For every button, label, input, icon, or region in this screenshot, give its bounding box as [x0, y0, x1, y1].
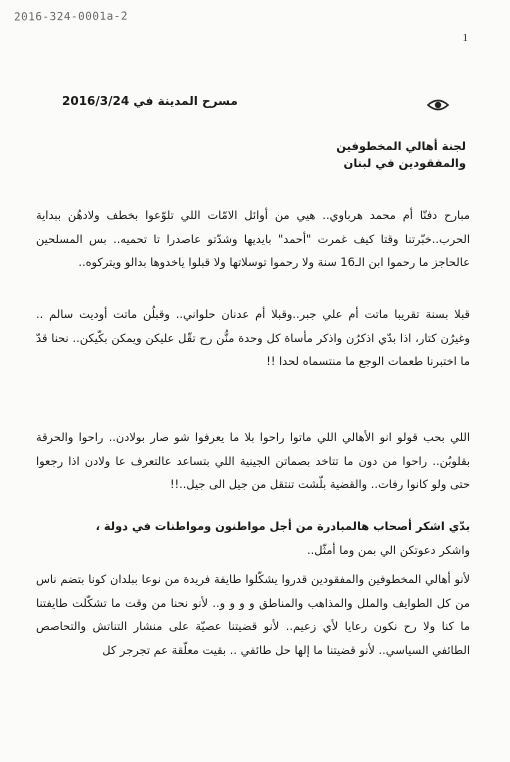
paragraph-3: اللي بحب قولو انو الأهالي اللي ماتوا راحوا بلا ما يعرفوا شو صار بولادن.. راحوا والحرقة بقلوبُن.. راحوا من دون ما تتاخد بصماتن الجينية اللي بتساعد عالتعرف عا ولادن اذا رجعوا حتى ولو كانوا رفات.. والقضية بلّشت تنتقل من جيل الى جيل..!! [36, 430, 470, 491]
org-line-1: لجنة أهالي المخطوفين [336, 139, 466, 153]
eye-icon [426, 96, 450, 114]
paragraph-4 [36, 515, 470, 562]
handwritten-reference: 2016-324-0001a-2 [13, 9, 129, 24]
page-number: 1 [462, 32, 468, 44]
paragraph-1: مبارح دفنّا أم محمد هرباوي.. هيي من أوائل الامّات اللي تلوّعوا بخطف ولادهُن ببداية الحرب..خبّرتنا وقتا كيف غمرت "أحمد" بايديها وشدّتو عاصدرا تا تحميه.. بس المسلحين عالحاجز ما رحموا ابن الـ16 سنة ولا رحموا توسلاتها ولا قبلوا ياخدوها بدالو ويتركوه.. [36, 208, 470, 269]
org-line-2: والمفقودين في لبنان [343, 156, 466, 170]
paragraph-5: لأنو أهالي المخطوفين والمفقودين قدروا يشكّلوا طايفة فريدة من نوعا ببلدان كونا بتضم ناس من كل الطوايف والملل والمذاهب والمناطق و و و و.. لأنو نحنا من وقت ما تشكّلت طايفتنا ما كنا ولا رح نكون رعايا لأي زعيم.. لأنو قضيتنا عصيّة على منشار التناتش والتحاصص الطائفي السياسي.. لأنو قضيتنا ما إلها حل طائفي .. بقيت معلّقة عم تجرجر كل [36, 572, 470, 657]
paragraph-4-bold: بدّي اشكر أصحاب هالمبادرة من أجل مواطنون ومواطنات في دولة ، [95, 519, 470, 533]
paragraph-4-rest: واشكر دعوتكن الي بمن وما أمثّل.. [307, 542, 470, 557]
organization-name [306, 138, 466, 172]
date-line: مسرح المدينة في 2016/3/24 [62, 94, 238, 108]
paragraph-2: قبلا بسنة تقريبا ماتت أم علي جبر..وقبلا أم عدنان حلواني.. وقبلُن ماتت أوديت سالم .. وغيرُن كتار، اذا بدّي اذكرُن واذكر مأساة كل وحدة منُّن رح تقّل عليكن ويمكن بكّيكن.. نحنا قدّ ما اختبرنا طعمات الوجع ما منتسماه لحدا !! [36, 307, 470, 368]
